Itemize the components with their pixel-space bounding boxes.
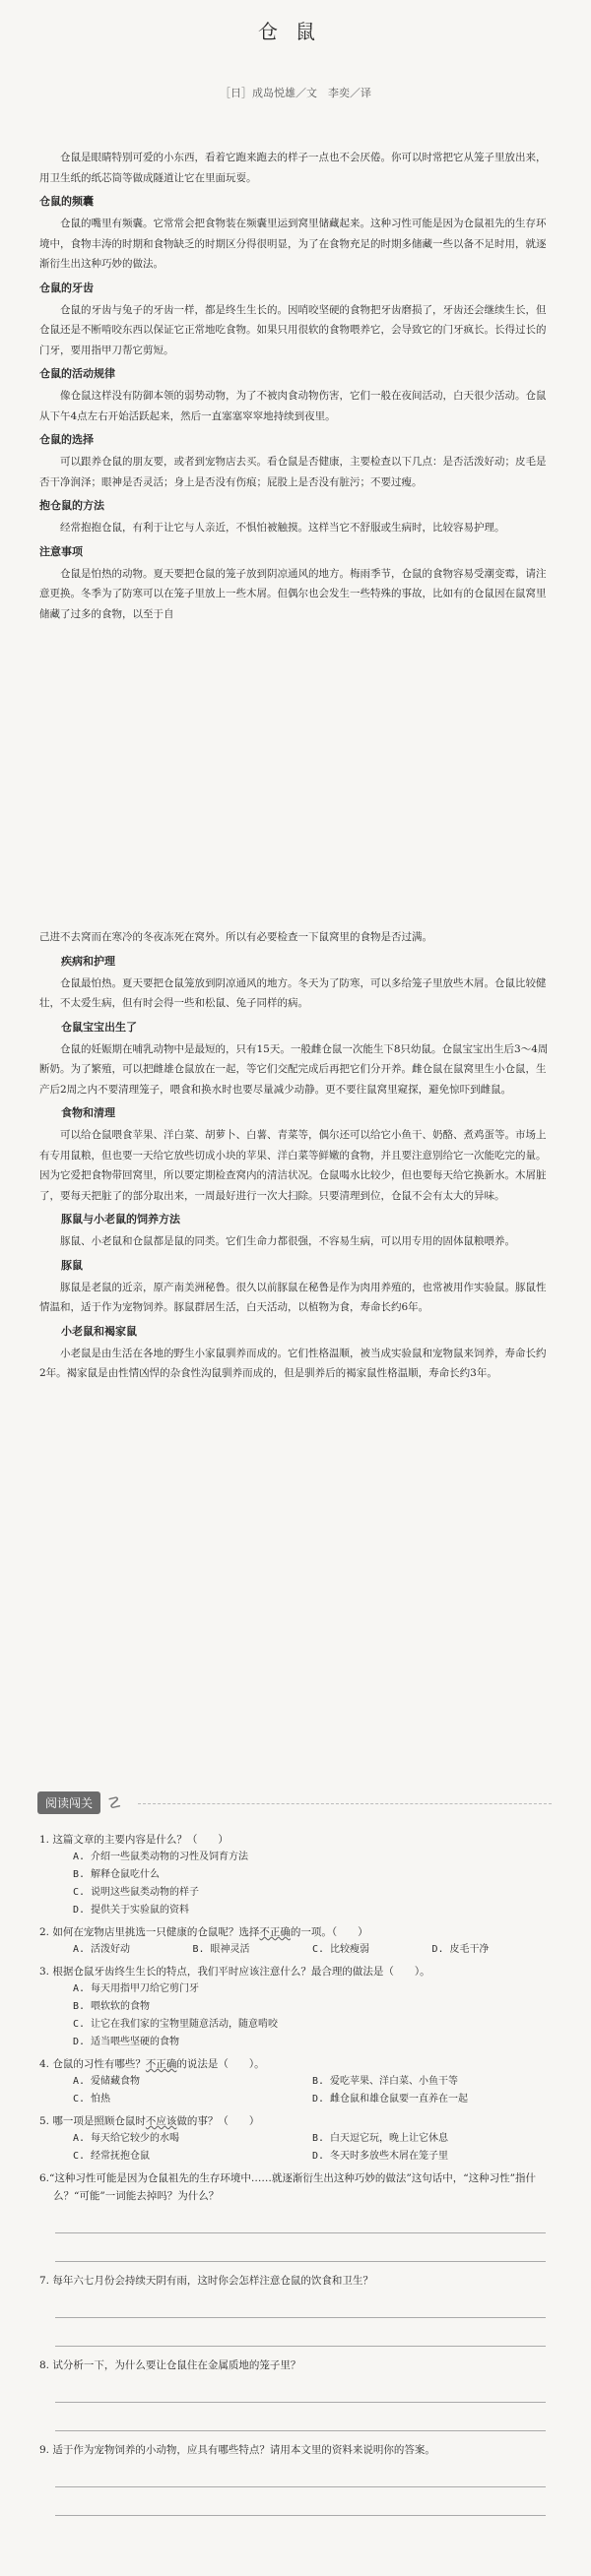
answer-line[interactable] <box>55 2318 546 2347</box>
option[interactable]: B. 爱吃苹果、洋白菜、小鱼干等 <box>312 2076 459 2087</box>
section-heading: 仓鼠的活动规律 <box>39 367 115 380</box>
article-part-1 <box>39 148 552 624</box>
option[interactable]: A. 每天给它较少的水喝 <box>73 2133 180 2144</box>
answer-line[interactable] <box>55 2374 546 2403</box>
question-5-emphasis: 不应该 <box>145 2115 177 2127</box>
divider <box>138 1803 552 1804</box>
option[interactable]: A. 活泼好动 <box>73 1944 131 1955</box>
option[interactable]: C. 怕热 <box>73 2094 111 2105</box>
question-4-options <box>73 2073 552 2108</box>
question-2-options <box>73 1941 552 1959</box>
option[interactable]: C. 经常抚抱仓鼠 <box>73 2151 151 2162</box>
byline: ［日］成岛悦雄／文 李奕／译 <box>220 87 371 99</box>
section-heading: 注意事项 <box>39 544 83 558</box>
question-4-emphasis: 不正确 <box>145 2058 177 2070</box>
option[interactable]: B. 眼神灵活 <box>192 1944 250 1955</box>
continuation-paragraph: 己进不去窝而在寒冷的冬夜冻死在窝外。所以有必要检查一下鼠窝里的食物是否过满。 <box>39 931 432 943</box>
section-text: 仓鼠是怕热的动物。夏天要把仓鼠的笼子放到阴凉通风的地方。梅雨季节，仓鼠的食物容易受潮变霉，请注意更换。冬季为了防寒可以在笼子里放上一些木屑。但偶尔也会发生一些特殊的事故，比如有的仓鼠因在鼠窝里储藏了过多的食物，以至于自 <box>39 567 547 620</box>
question-4-stem-a: 4. 仓鼠的习性有哪些？ <box>39 2058 146 2070</box>
reading-banner <box>37 1791 121 1815</box>
question-3-options <box>73 1980 552 2051</box>
option[interactable]: A. 介绍一些鼠类动物的习性及饲育方法 <box>73 1852 249 1862</box>
question-9: 9. 适于作为宠物饲养的小动物，应具有哪些特点？请用本文里的资料来说明你的答案。 <box>39 2444 435 2456</box>
option[interactable]: D. 雌仓鼠和雄仓鼠要一直养在一起 <box>312 2094 469 2105</box>
question-5-stem-b: 做的事？（ ） <box>176 2115 260 2127</box>
option[interactable]: D. 提供关于实验鼠的资料 <box>73 1905 190 1916</box>
section-heading: 仓鼠的选择 <box>39 433 94 446</box>
section-heading: 仓鼠宝宝出生了 <box>61 1020 137 1034</box>
section-text: 像仓鼠这样没有防御本领的弱势动物，为了不被肉食动物伤害，它们一般在夜间活动，白天很少活动。仓鼠从下午4点左右开始活跃起来，然后一直塞塞窣窣地持续到夜里。 <box>39 390 547 422</box>
question-3: 3. 根据仓鼠牙齿终生生长的特点，我们平时应该注意什么？最合理的做法是（ ）。 <box>39 1966 430 1978</box>
option[interactable]: A. 每天用指甲刀给它剪门牙 <box>73 1983 200 1994</box>
option[interactable]: A. 爱储藏食物 <box>73 2076 141 2087</box>
question-list <box>39 1831 552 2516</box>
section-text: 经常抱抱仓鼠，有利于让它与人亲近，不惧怕被触摸。这样当它不舒服或生病时，比较容易护理。 <box>60 522 505 534</box>
section-heading: 食物和清理 <box>61 1106 115 1119</box>
question-5 <box>39 2112 552 2130</box>
option[interactable]: C. 比较瘦弱 <box>312 1944 370 1955</box>
answer-line[interactable] <box>55 2233 546 2262</box>
swirl-icon: ☡ <box>107 1793 122 1812</box>
answer-line[interactable] <box>55 2403 546 2431</box>
question-1: 1. 这篇文章的主要内容是什么？（ ） <box>39 1834 229 1846</box>
section-heading: 豚鼠 <box>61 1258 83 1272</box>
section-text: 仓鼠的嘴里有频囊。它常常会把食物装在频囊里运到窝里储藏起来。这种习性可能是因为仓鼠祖先的生存环境中，食物丰涛的时期和食物缺乏的时期区分得很明显，为了在食物充足的时期多储藏一些以备不足时用，就逐渐衍生出这种巧妙的做法。 <box>39 218 547 270</box>
question-7: 7. 每年六七月份会持续天阴有雨，这时你会怎样注意仓鼠的饮食和卫生？ <box>39 2275 373 2287</box>
option[interactable]: B. 白天逗它玩，晚上让它休息 <box>312 2133 449 2144</box>
question-4 <box>39 2055 552 2073</box>
article-part-2 <box>39 927 552 1384</box>
question-2-emphasis: 不正确 <box>259 1926 291 1938</box>
section-text: 仓鼠的牙齿与兔子的牙齿一样，都是终生生长的。因哨咬坚硬的食物把牙齿磨损了，牙齿还会继续生长，但仓鼠还是不断啃咬东西以保证它正常地吃食物。如果只用很软的食物喂养它，会导致它的门牙疯长。长得过长的门牙，要用指甲刀帮它剪短。 <box>39 303 547 356</box>
question-8: 8. 试分析一下，为什么要让仓鼠住在金属质地的笼子里？ <box>39 2359 301 2371</box>
section-heading: 小老鼠和褐家鼠 <box>61 1324 137 1338</box>
section-heading: 豚鼠与小老鼠的饲养方法 <box>61 1213 180 1225</box>
section-heading: 疾病和护理 <box>61 954 115 968</box>
option[interactable]: B. 解释仓鼠吃什么 <box>73 1869 161 1880</box>
page-title: 仓鼠 <box>258 20 333 43</box>
option[interactable]: B. 喂软软的食物 <box>73 2001 151 2012</box>
answer-line[interactable] <box>55 2487 546 2516</box>
section-text: 豚鼠、小老鼠和仓鼠都是鼠的同类。它们生命力都很强，不容易生病，可以用专用的固体鼠粮喂养。 <box>60 1235 515 1247</box>
section-text: 仓鼠的妊娠期在哺乳动物中是最短的，只有15天。一般雌仓鼠一次能生下8只幼鼠。仓鼠宝宝出生后3～4周断奶。为了繁殖，可以把雌雄仓鼠放在一起，等它们交配完成后再把它们分开养。雌仓鼠在鼠窝里生小仓鼠，生产后2周之内不要清理笼子，喂食和换水时也要尽量减少动静。更不要往鼠窝里窥探，避免惊吓到雌鼠。 <box>39 1042 549 1096</box>
question-2 <box>39 1923 552 1941</box>
question-2-stem-b: 的一项。（ ） <box>290 1926 368 1938</box>
section-text: 小老鼠是由生活在各地的野生小家鼠驯养而成的。它们性格温顺，被当成实验鼠和宠物鼠来饲养，寿命长约2年。褐家鼠是由性情凶悍的杂食性沟鼠驯养而成的，但是驯养后的褐家鼠性格温顺，寿命长约3年。 <box>39 1347 547 1379</box>
answer-line[interactable] <box>55 2205 546 2233</box>
option[interactable]: D. 冬天时多放些木屑在笼子里 <box>312 2151 449 2162</box>
answer-line[interactable] <box>55 2459 546 2487</box>
section-heading: 仓鼠的频囊 <box>39 195 94 208</box>
section-text: 可以给仓鼠喂食苹果、洋白菜、胡萝卜、白薯、青菜等，偶尔还可以给它小鱼干、奶酪、煮鸡蛋等。市场上有专用鼠粮，但也要一天给它放些切成小块的苹果、洋白菜等鲜嫩的食物，并且要注意别给它一次能吃完的量。因为它爱把食物带回窝里，所以要定期检查窝内的清洁状况。仓鼠喝水比较少，但也要每天给它换新水。木屑脏了，要每天把脏了的部分取出来，一周最好进行一次大扫除。只要清理到位，仓鼠不会有太大的异味。 <box>39 1129 547 1202</box>
question-2-stem-a: 2. 如何在宠物店里挑选一只健康的仓鼠呢？选择 <box>39 1926 260 1938</box>
question-4-stem-b: 的说法是（ ）。 <box>176 2058 265 2070</box>
option[interactable]: C. 让它在我们家的宝物里随意活动，随意啃咬 <box>73 2019 279 2030</box>
section-heading: 仓鼠的牙齿 <box>39 281 94 294</box>
section-heading: 抱仓鼠的方法 <box>39 499 104 512</box>
answer-line[interactable] <box>55 2290 546 2318</box>
reading-banner-label: 阅读闯关 <box>37 1791 100 1814</box>
section-text: 可以跟养仓鼠的朋友要，或者到宠物店去买。看仓鼠是否健康，主要检查以下几点：是否活泼好动；皮毛是否干净润泽；眼神是否灵活；身上是否没有伤痕；屁股上是否没有脏污；不要过瘦。 <box>39 456 547 488</box>
section-text: 豚鼠是老鼠的近亲，原产南美洲秘鲁。很久以前豚鼠在秘鲁是作为肉用养殖的，也常被用作实验鼠。豚鼠性情温和，适于作为宠物饲养。豚鼠群居生活，白天活动，以植物为食，寿命长约6年。 <box>39 1281 547 1313</box>
question-1-options <box>73 1849 552 1919</box>
option[interactable]: D. 适当喂些坚硬的食物 <box>73 2037 180 2047</box>
section-text: 仓鼠最怕热。夏天要把仓鼠笼放到阴凉通风的地方。冬天为了防寒，可以多给笼子里放些木屑。仓鼠比较健壮，不太爱生病，但有时会得一些和松鼠、兔子同样的病。 <box>39 976 547 1009</box>
option[interactable]: C. 说明这些鼠类动物的样子 <box>73 1887 200 1898</box>
question-5-stem-a: 5. 哪一项是照顾仓鼠时 <box>39 2115 146 2127</box>
question-6: 6.“这种习性可能是因为仓鼠祖先的生存环境中……就逐渐衍生出这种巧妙的做法”这句话中，“这种习性”指什么？“可能”一词能去掉吗？为什么？ <box>39 2172 536 2202</box>
question-5-options <box>73 2130 552 2166</box>
option[interactable]: D. 皮毛干净 <box>431 1944 490 1955</box>
intro-paragraph: 仓鼠是眼睛特别可爱的小东西，看着它跑来跑去的样子一点也不会厌倦。你可以时常把它从笼子里放出来，用卫生纸的纸芯筒等做成隧道让它在里面玩耍。 <box>39 152 547 184</box>
